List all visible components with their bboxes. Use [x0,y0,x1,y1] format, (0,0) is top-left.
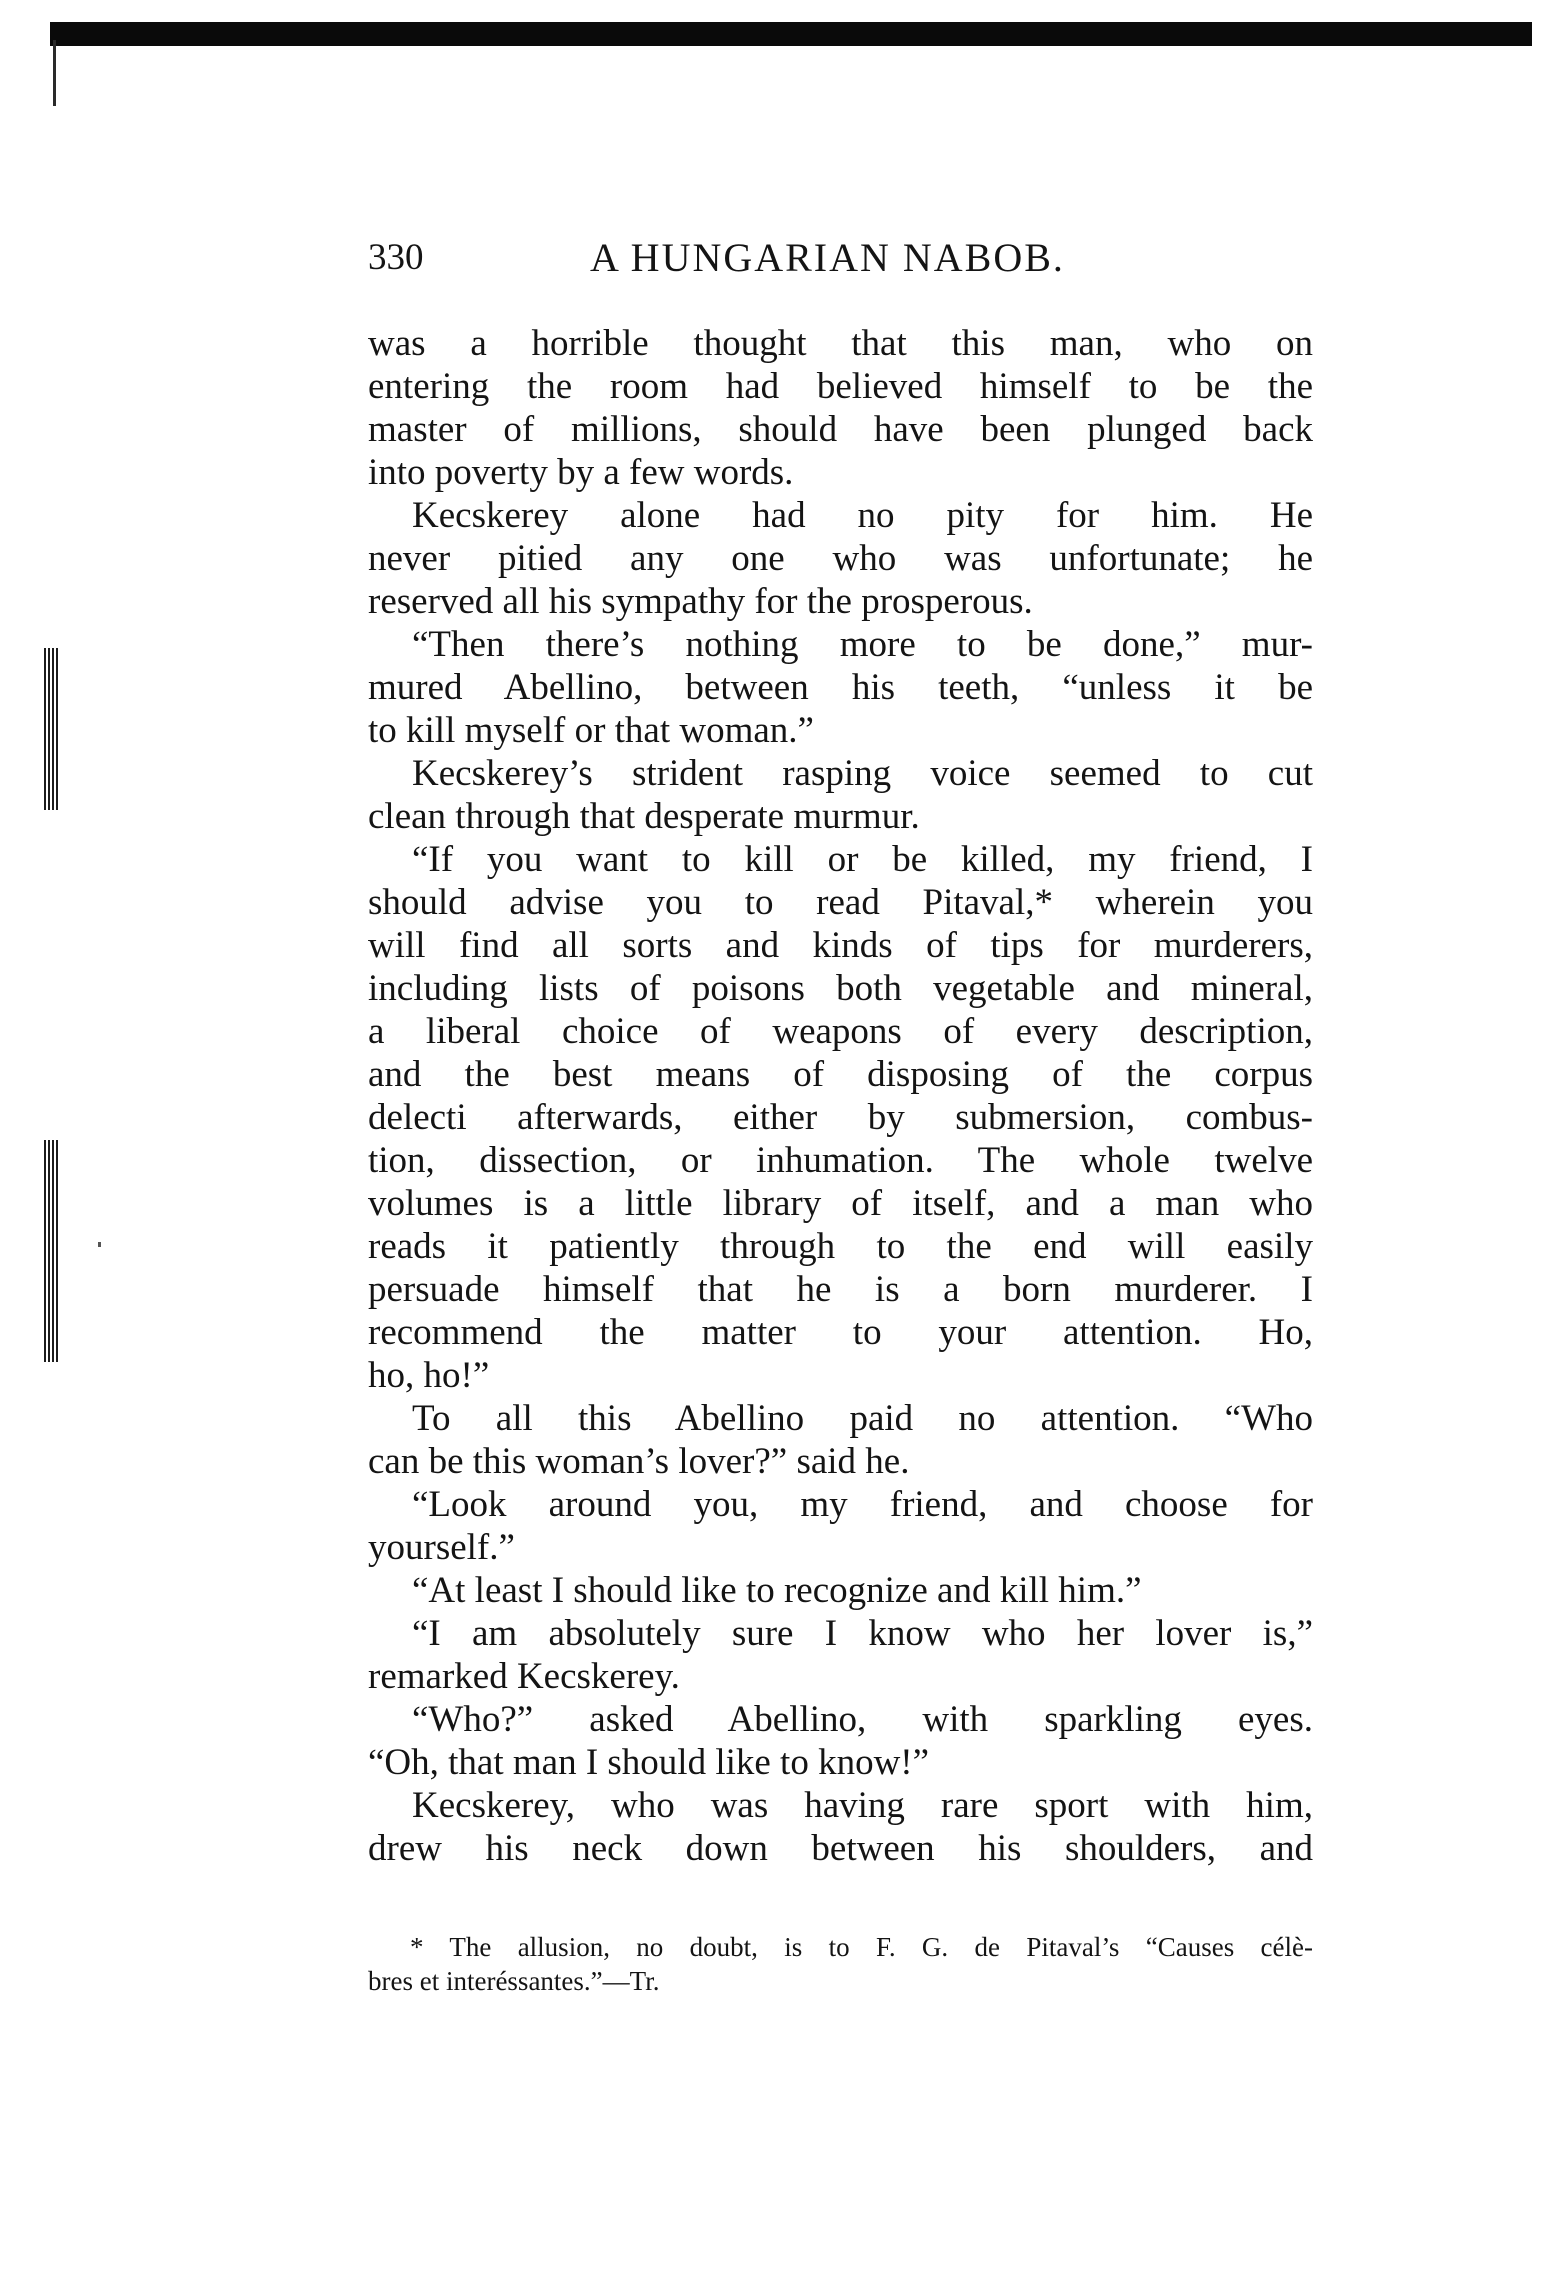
text-line: remarked Kecskerey. [368,1656,680,1697]
left-border-rule [53,40,56,106]
text-line: was a horrible thought that this man, who on [368,323,1313,364]
text-line: “At least I should like to recognize and kill him.” [412,1570,1142,1611]
text-line: ho, ho!” [368,1355,490,1396]
scan-speck [98,1242,101,1247]
text-line: into poverty by a few words. [368,452,794,493]
text-line: “If you want to kill or be killed, my friend, I [412,839,1313,880]
footnote [368,1930,1313,1998]
text-line: and the best means of disposing of the corpus [368,1054,1313,1095]
text-line: delecti afterwards, either by submersion, combus- [368,1097,1313,1138]
text-line: should advise you to read Pitaval,* wherein you [368,882,1313,923]
text-line: volumes is a little library of itself, and a man who [368,1183,1313,1224]
text-line: Kecskerey alone had no pity for him. He [412,495,1313,536]
page-number: 330 [368,237,424,278]
text-line: mured Abellino, between his teeth, “unless it be [368,667,1313,708]
text-line: tion, dissection, or inhumation. The whole twelve [368,1140,1313,1181]
text-line: “I am absolutely sure I know who her lover is,” [412,1613,1313,1654]
text-line: “Look around you, my friend, and choose for [412,1484,1313,1525]
text-line: Kecskerey, who was having rare sport with him, [412,1785,1313,1826]
scan-artifact [44,648,60,810]
footnote-line: * The allusion, no doubt, is to F. G. de Pitaval’s “Causes célè- [410,1932,1313,1962]
text-line: reads it patiently through to the end will easily [368,1226,1313,1267]
running-head [368,232,1313,286]
text-line: reserved all his sympathy for the prosperous. [368,581,1033,622]
text-line: recommend the matter to your attention. Ho, [368,1312,1313,1353]
text-line: To all this Abellino paid no attention. “Who [412,1398,1313,1439]
text-line: master of millions, should have been plunged back [368,409,1313,450]
text-line: Kecskerey’s strident rasping voice seemed to cut [412,753,1313,794]
scan-artifact [44,1140,60,1362]
text-line: “Who?” asked Abellino, with sparkling eyes. [412,1699,1313,1740]
page-title: A HUNGARIAN NABOB. [590,235,1065,280]
top-border-rule [50,22,1532,46]
text-line: including lists of poisons both vegetable and mineral, [368,968,1313,1009]
text-line: can be this woman’s lover?” said he. [368,1441,910,1482]
text-line: drew his neck down between his shoulders, and [368,1828,1313,1869]
text-line: to kill myself or that woman.” [368,710,814,751]
text-line: yourself.” [368,1527,515,1568]
text-line: will find all sorts and kinds of tips for murderers, [368,925,1313,966]
text-line: entering the room had believed himself to be the [368,366,1313,407]
footnote-line: bres et interéssantes.”—Tr. [368,1966,660,1996]
text-line: never pitied any one who was unfortunate; he [368,538,1313,579]
text-line: a liberal choice of weapons of every description, [368,1011,1313,1052]
text-line: “Oh, that man I should like to know!” [368,1742,930,1783]
text-line: persuade himself that he is a born murderer. I [368,1269,1313,1310]
text-line: “Then there’s nothing more to be done,” mur- [412,624,1313,665]
text-line: clean through that desperate murmur. [368,796,920,837]
body-text [368,322,1313,1870]
